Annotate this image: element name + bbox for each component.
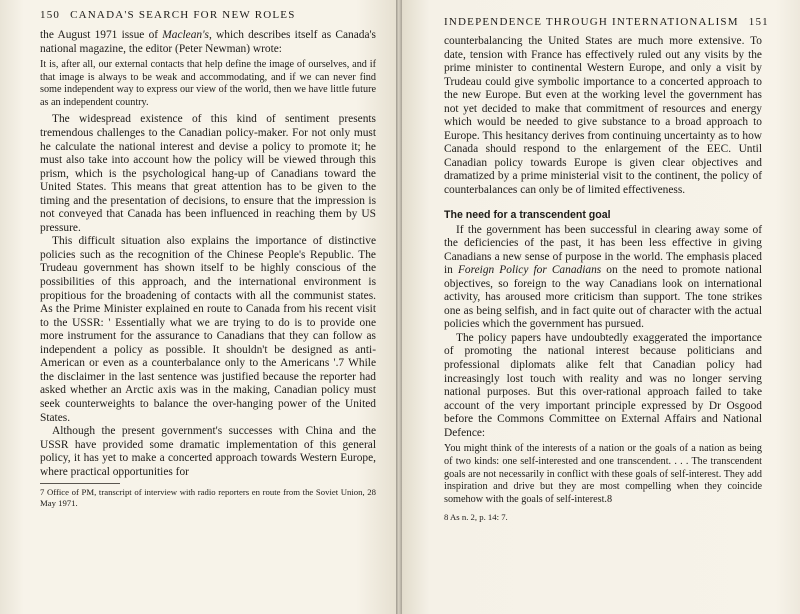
right-running-head — [444, 14, 769, 30]
left-paragraph-1-text-a: the August 1971 issue of — [40, 29, 163, 41]
right-paragraph-2-text-a: If the government has been successful in clearing away some of the deficiencies of the past, it has been less effective in giving Canadians a new sense of purpose in the world. The emphasis placed in — [444, 223, 762, 277]
right-paragraph-2-text-b: on the need to promote national objectives, so foreign to the way Canadians look on international activity, has aroused more criticism than support. The tone strikes one as being selfish, and in fact quite out of character with the actual policies which the government has pursued. — [444, 264, 762, 331]
left-page — [0, 0, 396, 614]
right-block-quote: You might think of the interests of a nation or the goals of a nation as being of two kinds: one self-interested and one transcendent. . . . The transcendent goals are not necessarily in conflict with these goals of self-interest. They add inspiration and drive but they are most compelling when they coincide somehow with the goals of self-interest.8 — [444, 443, 762, 505]
left-paragraph-1 — [40, 29, 376, 56]
left-paragraph-4: Although the present government's successes with China and the USSR have provided some dramatic implementation of this general policy, it has yet to make a concerted approach towards Western Europe, where practical opportunities for — [40, 425, 376, 478]
right-paragraph-3: The policy papers have undoubtedly exaggerated the importance of promoting the national interest because politicians and professional diplomats alike felt that Canadian policy had increasingly lost touch with reality and was no longer serving national purposes. But this over-rational approach failed to take account of the very important principle expressed by Dr Osgood before the Commons Committee on External Affairs and National Defence: — [444, 331, 762, 439]
left-block-quote: It is, after all, our external contacts that help define the image of ourselves, and if that image is always to be weak and accommodating, and if we can never find some independent way to express our view of the world, then we have little future as an independent country. — [40, 59, 376, 108]
left-paragraph-1-italic: Maclean's — [162, 29, 209, 41]
left-page-number: 150 — [40, 9, 61, 21]
right-paragraph-2-italic: Foreign Policy for Canadians — [457, 264, 602, 277]
right-paragraph-2 — [444, 224, 762, 332]
right-page — [402, 0, 800, 614]
left-running-head-title: CANADA'S SEARCH FOR NEW ROLES — [70, 9, 296, 21]
left-paragraph-2: The widespread existence of this kind of sentiment presents tremendous challenges to the Canadian policy-maker. For not only must he calculate the national interest and devise a policy to promote it; he must also take into account how the policy will be viewed through this prism, which is the psychological hang-up of Canadians toward the United States. This means that great attention has to be given to the timing and the presentation of decisions, to ensure that the impression is not conveyed that Canada has been influenced in reaching them by US pressure. — [40, 113, 376, 234]
right-paragraph-1: counterbalancing the United States are much more extensive. To date, tension with France has effectively ruled out any visits by the prime minister to continental Western Europe, and only a visit by Trudeau could give symbolic importance to a concerted approach to the new Europe. But even at the working level the government has not yet decided to make that commitment of resources and energy which would be needed to give substance to a broad approach to Europe. This hesitancy derives from continuing uncertainty as to how Canada should respond to the enlargement of the EEC. Until Canadian policy towards Europe is given clear objectives and dramatized by a prime ministerial visit to the continent, the policy of counterbalances can only be of limited effectiveness. — [444, 35, 762, 197]
left-paragraph-3: This difficult situation also explains the importance of distinctive policies such as the recognition of the Chinese People's Republic. The Trudeau government has shown itself to be highly conscious of the possibilities of this approach, and the international environment is propitious for the broadening of contacts with all the communist states. As the Prime Minister explained en route to Canada from his recent visit to the USSR: ' Essentially what we are trying to do is to provide one more instrument for the assurance to Canadians that they can follow as independent a policy as possible. It shouldn't be designed as anti-American or even as a counterbalance only to the Americans '.7 While the disclaimer in the last sentence was justified because the reporter had asked whether an Arctic axis was in the making, Canadian policy must seek counterweights to balance the over-hanging power of the United States. — [40, 235, 376, 424]
right-running-head-title: INDEPENDENCE THROUGH INTERNATIONALISM — [444, 16, 739, 28]
right-footnote: 8 As n. 2, p. 14: 7. — [444, 512, 508, 523]
left-running-head — [40, 7, 376, 23]
left-paragraph-1-text-b: , which describes itself as Canada's national magazine, the editor (Peter Newman) wrote: — [40, 29, 376, 55]
right-page-number: 151 — [748, 16, 769, 28]
section-heading: The need for a transcendent goal — [444, 208, 611, 221]
left-footnote-rule — [40, 483, 120, 484]
left-footnote: 7 Office of PM, transcript of interview with radio reporters en route from the Soviet Union, 28 May 1971. — [40, 487, 376, 509]
